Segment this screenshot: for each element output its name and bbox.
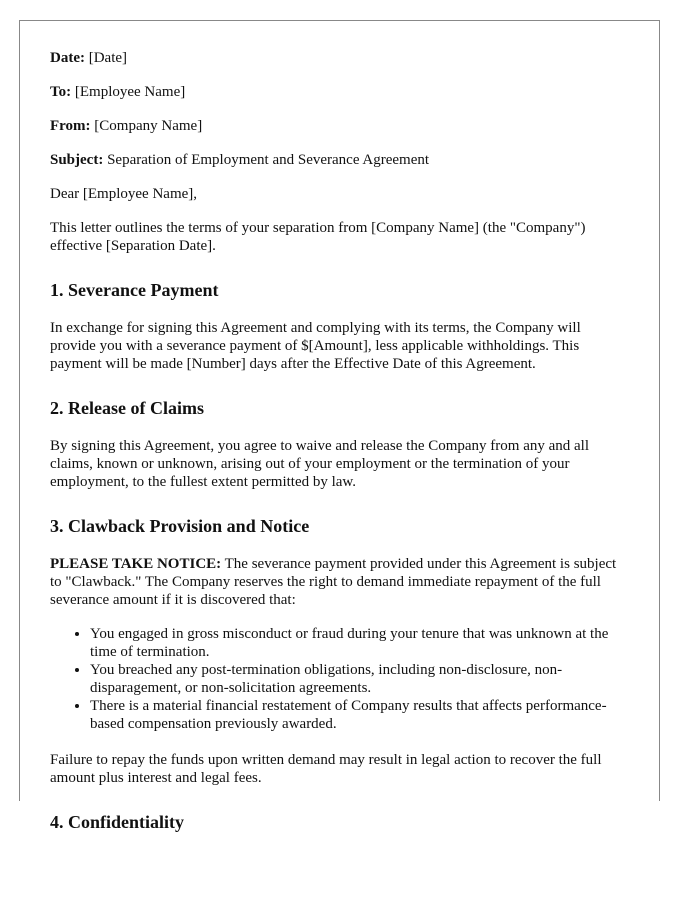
to-line (50, 83, 630, 101)
subject-value: Separation of Employment and Severance Agreement (107, 152, 430, 168)
to-label: To: (50, 84, 72, 100)
date-line (50, 49, 630, 67)
subject-label: Subject: (50, 152, 104, 168)
from-label: From: (50, 118, 91, 134)
section-heading-clawback: 3. Clawback Provision and Notice (50, 516, 310, 536)
severance-paragraph: In exchange for signing this Agreement and complying with its terms, the Company will provide you with a severance payment of $[Amount], less applicable withholdings. This payment will be made [Number] days after the Effective Date of this Agreement. (50, 320, 581, 372)
to-value: [Employee Name] (74, 84, 186, 100)
clawback-notice-paragraph (50, 555, 630, 609)
from-line (50, 117, 630, 135)
release-paragraph: By signing this Agreement, you agree to waive and release the Company from any and all claims, known or unknown, arising out of your employment or the termination of your employment, to the fullest extent permitted by law. (50, 438, 590, 490)
list-item: • You engaged in gross misconduct or fraud during your tenure that was unknown at the time of termination. (90, 625, 630, 661)
notice-text: The severance payment provided under this Agreement is subject to "Clawback." The Company reserves the right to demand immediate repayment of the full severance amount if it is discovered that: (50, 556, 617, 608)
clawback-conditions-list (50, 625, 630, 733)
date-value: [Date] (88, 50, 128, 66)
section-heading-release: 2. Release of Claims (50, 398, 204, 418)
from-value: [Company Name] (94, 118, 203, 134)
document-page (19, 20, 660, 832)
subject-line (50, 151, 630, 169)
section-heading-confidentiality: 4. Confidentiality (50, 812, 185, 832)
intro-paragraph: This letter outlines the terms of your separation from [Company Name] (the "Company") effective [Separation Date]. (50, 220, 586, 254)
salutation: Dear [Employee Name], (50, 186, 198, 202)
letter-body (50, 49, 630, 851)
section-heading-severance: 1. Severance Payment (50, 280, 219, 300)
list-item: • You breached any post-termination obligations, including non-disclosure, non-disparagement, or non-solicitation agreements. (90, 661, 630, 697)
notice-label: PLEASE TAKE NOTICE: (50, 556, 222, 572)
clawback-closing-paragraph: Failure to repay the funds upon written demand may result in legal action to recover the full amount plus interest and legal fees. (50, 752, 602, 786)
list-item: • There is a material financial restatement of Company results that affects performance-based compensation previously awarded. (90, 697, 630, 733)
date-label: Date: (50, 50, 85, 66)
